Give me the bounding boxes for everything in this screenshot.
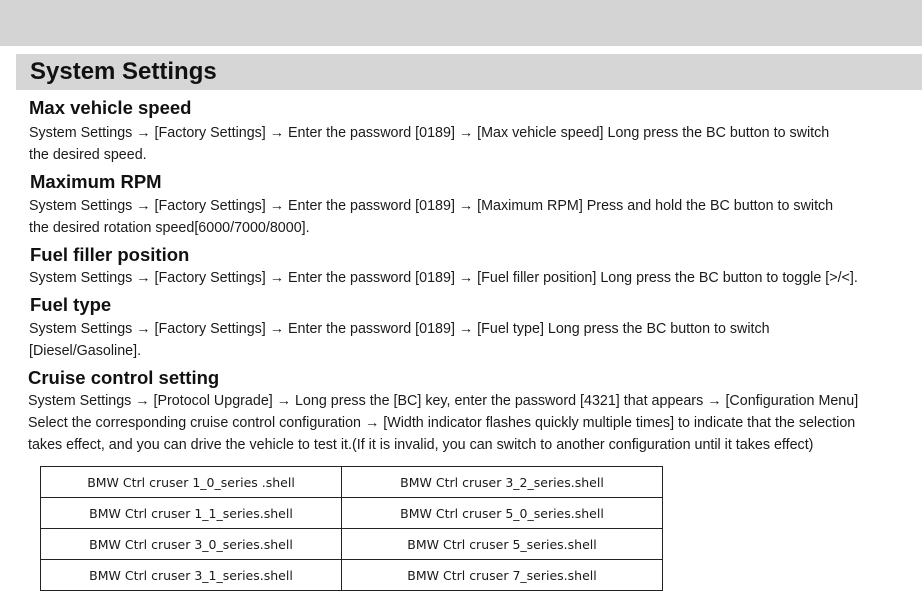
- table-cell: BMW Ctrl cruser 5_0_series.shell: [342, 498, 663, 529]
- text-line: System Settings → [Factory Settings] → Enter the password [0189] → [Max vehicle speed] Long press the BC button to switch: [29, 125, 830, 141]
- section-heading-maximum-rpm: Maximum RPM: [30, 171, 162, 192]
- table-cell: BMW Ctrl cruser 3_2_series.shell: [342, 467, 663, 498]
- text-line: takes effect, and you can drive the vehicle to test it.(If it is invalid, you can switch to another configuration until it takes effect): [28, 437, 814, 453]
- text-line: System Settings → [Protocol Upgrade] → Long press the [BC] key, enter the password [4321] that appears → [Configuration Menu]: [28, 393, 859, 409]
- section-text-maximum-rpm: [29, 195, 833, 239]
- table-cell: BMW Ctrl cruser 1_0_series .shell: [41, 467, 342, 498]
- section-text-fuel-type: [29, 318, 770, 362]
- text-line: Select the corresponding cruise control configuration → [Width indicator flashes quickly multiple times] to indicate that the selection: [28, 415, 856, 431]
- section-heading-fuel-type: Fuel type: [30, 294, 112, 315]
- table-cell: BMW Ctrl cruser 3_0_series.shell: [41, 529, 342, 560]
- section-heading-cruise-control: Cruise control setting: [28, 367, 220, 388]
- section-text-max-vehicle-speed: [29, 122, 829, 166]
- section-heading-max-vehicle-speed: Max vehicle speed: [29, 97, 192, 118]
- text-line: System Settings → [Factory Settings] → Enter the password [0189] → [Fuel filler position] Long press the BC button to toggle [>/<].: [29, 270, 858, 286]
- text-line: System Settings → [Factory Settings] → Enter the password [0189] → [Fuel type] Long press the BC button to switch: [29, 321, 770, 337]
- text-line: [Diesel/Gasoline].: [29, 343, 142, 359]
- text-line: the desired rotation speed[6000/7000/8000].: [29, 220, 310, 236]
- title-bar: [16, 54, 922, 90]
- table-cell: BMW Ctrl cruser 5_series.shell: [342, 529, 663, 560]
- section-text-cruise-control: [28, 390, 858, 456]
- section-heading-fuel-filler-position: Fuel filler position: [30, 244, 190, 265]
- text-line: the desired speed.: [29, 147, 147, 163]
- table-row: [41, 498, 663, 529]
- text-line: System Settings → [Factory Settings] → Enter the password [0189] → [Maximum RPM] Press and hold the BC button to switch: [29, 198, 834, 214]
- table-cell: BMW Ctrl cruser 3_1_series.shell: [41, 560, 342, 591]
- section-text-fuel-filler-position: [29, 267, 858, 289]
- page-title: System Settings: [30, 58, 217, 85]
- cruise-config-table: [40, 466, 663, 591]
- table-cell: BMW Ctrl cruser 7_series.shell: [342, 560, 663, 591]
- top-band: [0, 0, 922, 46]
- table-row: [41, 529, 663, 560]
- table-row: [41, 560, 663, 591]
- table-row: [41, 467, 663, 498]
- table-cell: BMW Ctrl cruser 1_1_series.shell: [41, 498, 342, 529]
